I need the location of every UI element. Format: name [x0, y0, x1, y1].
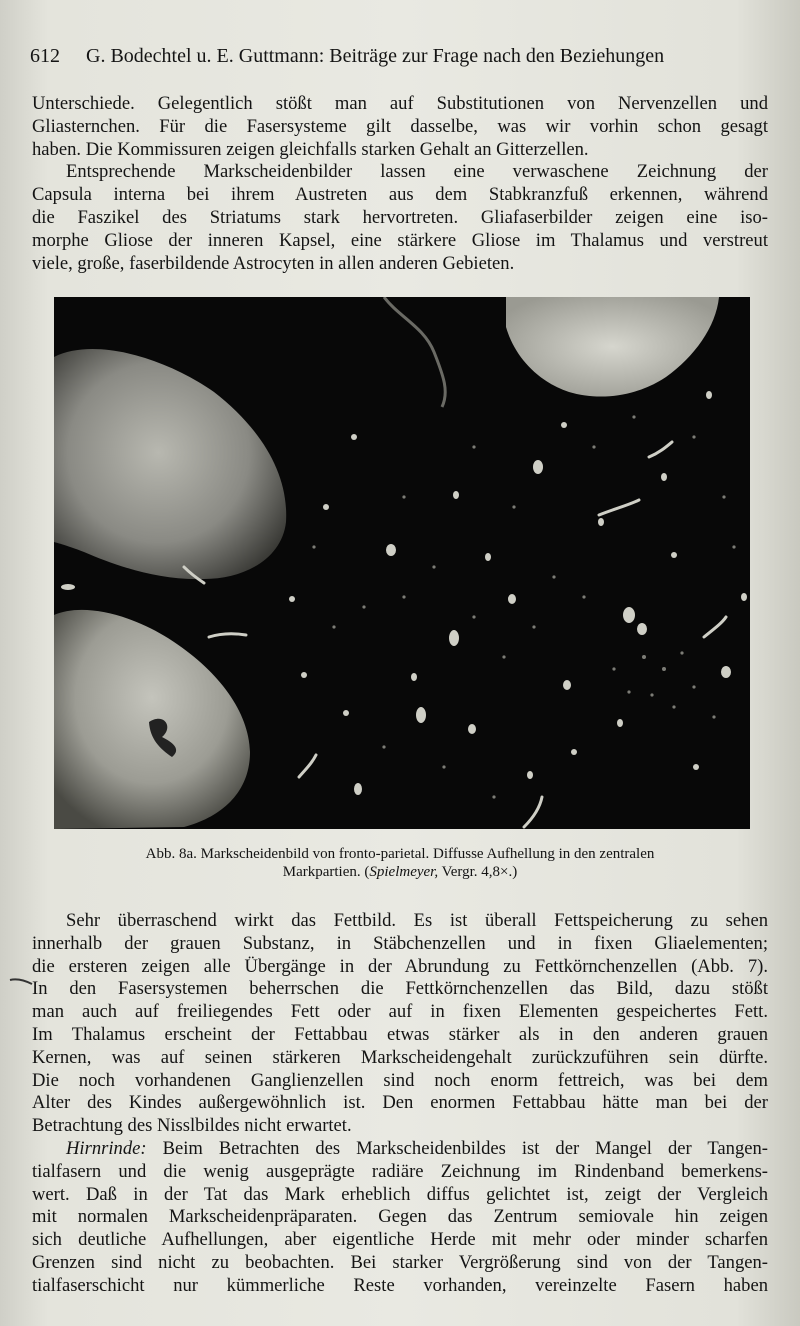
caption-line-2 [30, 863, 770, 881]
text-line: haben. Die Kommissuren zeigen gleichfalls starken Gehalt an Gitterzellen. [32, 138, 589, 160]
text-line: tialfaserschicht nur kümmerliche Reste vorhanden, vereinzelte Fasern haben [32, 1274, 768, 1296]
text-line: Die noch vorhandenen Ganglienzellen sind noch enorm fettreich, was bei dem [32, 1069, 768, 1091]
text-line: Unterschiede. Gelegentlich stößt man auf Substitutionen von Nervenzellen und [32, 93, 768, 114]
running-title: G. Bodechtel u. E. Guttmann: Beiträge zur Frage nach den Beziehungen [86, 45, 665, 67]
text-line: Im Thalamus erscheint der Fettabbau etwas stärker als in den anderen grauen [32, 1023, 768, 1045]
text-line: viele, große, faserbildende Astrocyten in allen anderen Gebieten. [32, 252, 515, 274]
running-header [30, 44, 750, 68]
caption-author: Spielmeyer, [369, 864, 439, 880]
text-line: mit normalen Markscheidenpräparaten. Gegen das Zentrum semiovale hin zeigen [32, 1206, 768, 1228]
caption-line-1: Abb. 8a. Markscheidenbild von fronto-parietal. Diffusse Aufhellung in den zentralen [145, 846, 655, 862]
text-line [32, 1138, 768, 1161]
text-line: Grenzen sind nicht zu beobachten. Bei starker Vergrößerung sind von der Tangen- [32, 1251, 768, 1273]
figure-caption [30, 845, 770, 881]
text-line: Alter des Kindes außergewöhnlich ist. Den enormen Fettabbau hätte man bei der [32, 1092, 768, 1114]
text-line: Kernen, was auf seinen stärkeren Markscheidengehalt zurückzuführen sein dürfte. [32, 1046, 768, 1068]
section-label-hirnrinde: Hirnrinde: [66, 1137, 147, 1159]
page-number: 612 [30, 45, 60, 67]
text-line: tialfasern und die wenig ausgeprägte radiäre Zeichnung im Rindenband bemerkens- [32, 1160, 768, 1182]
text-line: Sehr überraschend wirkt das Fettbild. Es ist überall Fettspeicherung zu sehen [66, 910, 768, 931]
text-line: innerhalb der grauen Substanz, in Stäbchenzellen und in fixen Gliaelementen; [32, 932, 768, 954]
text-line: morphe Gliose der inneren Kapsel, eine stärkere Gliose im Thalamus und verstreut [32, 229, 768, 251]
top-paragraph [32, 93, 768, 275]
body-paragraph [32, 910, 768, 1298]
text-line: die Faszikel des Striatums stark hervortreten. Gliafaserbilder zeigen eine iso- [32, 206, 768, 228]
micrograph-figure [54, 297, 750, 829]
caption-text: Vergr. 4,8×.) [438, 864, 518, 880]
micrograph-image [54, 297, 750, 829]
text-line: In den Fasersystemen beherrschen die Fettkörnchenzellen das Bild, dazu stößt [32, 978, 768, 1000]
text-line: man auch auf freiliegendes Fett oder auf in fixen Elementen gespeichertes Fett. [32, 1001, 768, 1023]
text-line: die ersteren zeigen alle Übergänge in der Abrundung zu Fettkörnchenzellen (Abb. 7). [32, 955, 768, 977]
text-line: Betrachtung des Nisslbildes nicht erwartet. [32, 1115, 352, 1137]
text-line: Capsula interna bei ihrem Austreten aus dem Stabkranzfuß erkennen, während [32, 184, 768, 206]
text-run: Beim Betrachten des Markscheidenbildes ist der Mangel der Tangen- [146, 1137, 768, 1159]
text-line: Gliasternchen. Für die Fasersysteme gilt dasselbe, was wir vorhin schon gesagt [32, 115, 768, 137]
pencil-mark [8, 976, 34, 986]
text-line: wert. Daß in der Tat das Mark erheblich diffus gelichtet ist, zeigt der Vergleich [32, 1183, 768, 1205]
caption-text: Markpartien. ( [282, 864, 370, 880]
text-line: Entsprechende Markscheidenbilder lassen eine verwaschene Zeichnung der [66, 161, 768, 183]
text-line: sich deutliche Aufhellungen, aber eigentliche Herde mit mehr oder minder scharfen [32, 1229, 768, 1251]
